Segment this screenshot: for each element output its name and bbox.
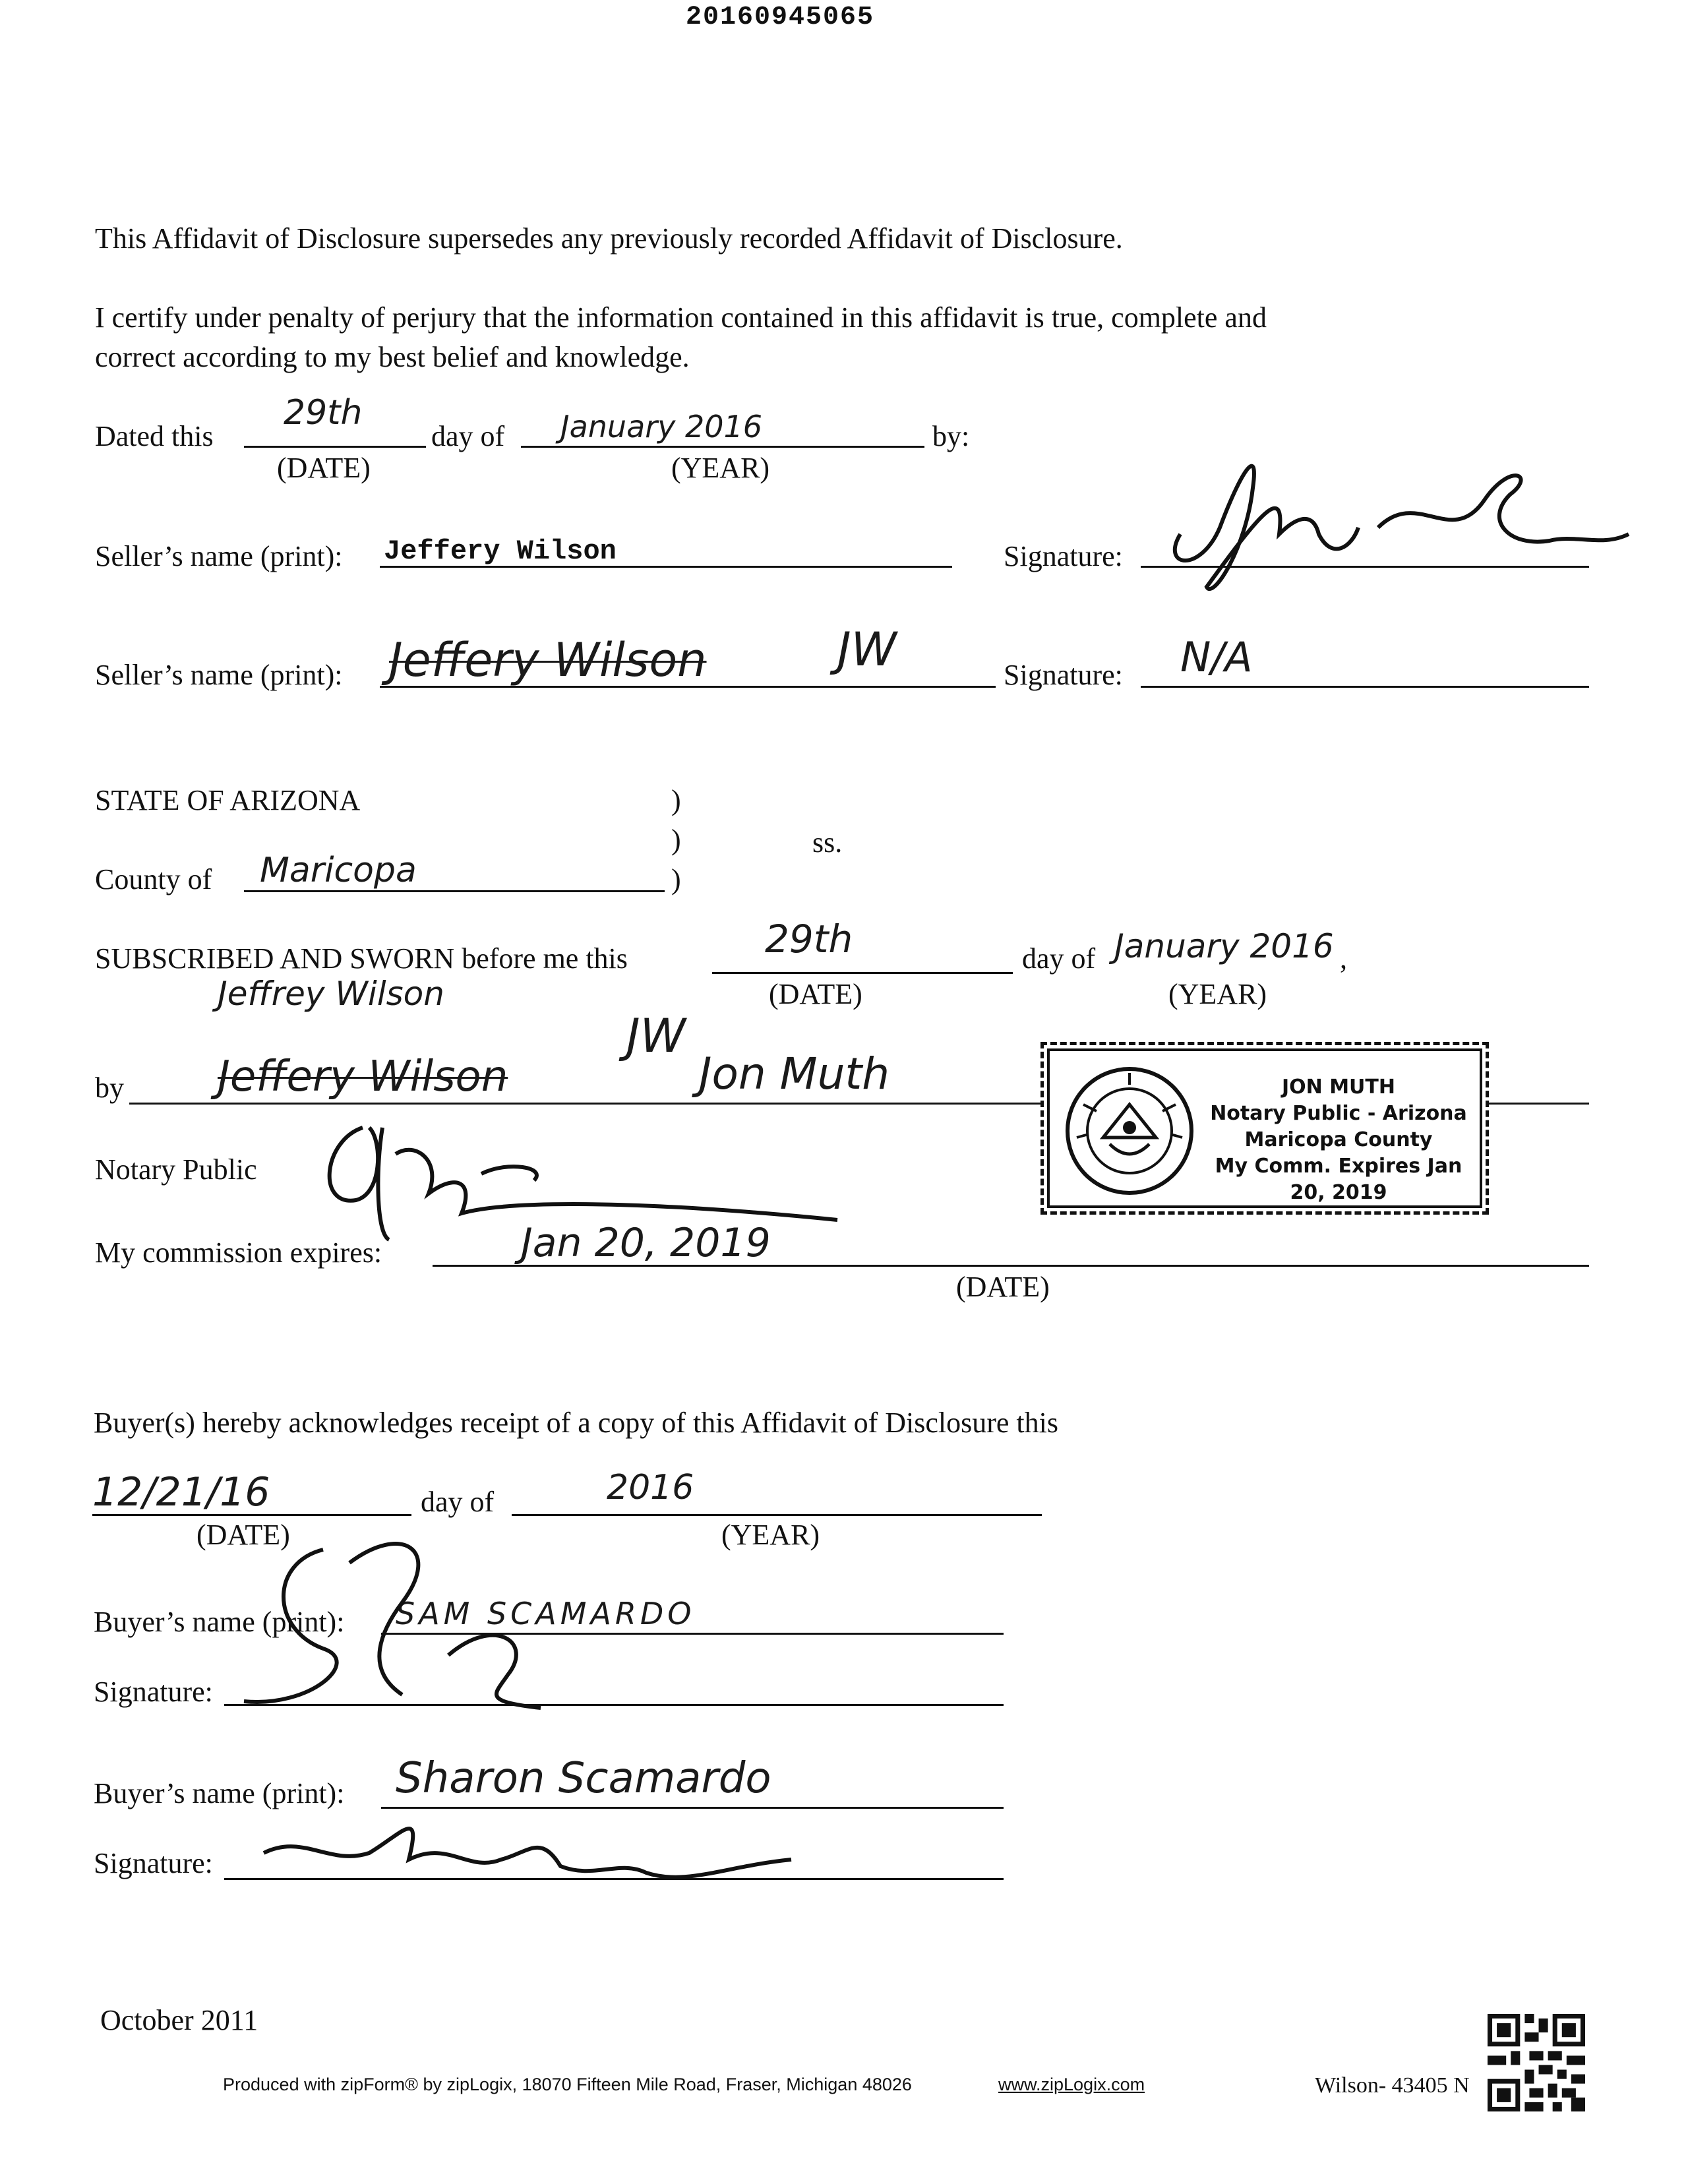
buyer2-signature <box>251 1794 818 1902</box>
sworn-above-name: Jeffrey Wilson <box>218 975 444 1013</box>
stamp-expires: My Comm. Expires Jan 20, 2019 <box>1215 1155 1462 1204</box>
buyer-date-caption: (DATE) <box>196 1519 290 1551</box>
dated-day-of: day of <box>431 420 505 452</box>
sworn-year-caption: (YEAR) <box>1168 978 1267 1010</box>
buyer-day-of: day of <box>421 1486 495 1518</box>
commission-line <box>433 1265 1589 1267</box>
dated-day-value: 29th <box>284 393 363 433</box>
seller1-signature-label: Signature: <box>1004 540 1123 572</box>
sworn-by-notary: Jon Muth <box>699 1048 890 1099</box>
dated-by: by: <box>932 420 970 452</box>
buyer1-name: SAM SCAMARDO <box>396 1596 696 1631</box>
county-label: County of <box>95 863 212 895</box>
sworn-day-caption: (DATE) <box>769 978 862 1010</box>
sworn-by-struck: Jeffery Wilson <box>218 1052 508 1101</box>
seller2-initials: JW <box>837 622 897 677</box>
state-label: STATE OF ARIZONA <box>95 784 361 816</box>
seller2-signature-line <box>1141 686 1589 688</box>
sworn-initials: JW <box>626 1009 686 1063</box>
stamp-name: JON MUTH <box>1281 1076 1395 1099</box>
seller2-signature-label: Signature: <box>1004 659 1123 691</box>
seller2-name-line <box>380 686 996 688</box>
dated-year-value: January 2016 <box>560 409 763 444</box>
seller1-label: Seller’s name (print): <box>95 540 343 572</box>
stamp-county: Maricopa County <box>1244 1128 1433 1151</box>
buyer-year-value: 2016 <box>607 1468 694 1507</box>
sworn-day-line <box>712 972 1013 974</box>
buyer-date-value: 12/21/16 <box>92 1469 270 1515</box>
qr-code-icon <box>1488 2014 1585 2111</box>
dated-day-line <box>244 446 426 448</box>
certify-line-1: I certify under penalty of perjury that the information contained in this affidavit is true, complete and <box>95 301 1267 334</box>
sworn-day-value: 29th <box>765 917 853 961</box>
seller1-signature <box>1141 435 1642 610</box>
dated-year-line <box>521 446 924 448</box>
file-reference: Wilson- 43405 N <box>1315 2073 1470 2098</box>
venue-paren-1: ) <box>671 784 681 816</box>
buyer1-signature-label: Signature: <box>94 1676 213 1708</box>
dated-year-caption: (YEAR) <box>671 452 770 484</box>
buyer1-signature <box>231 1523 600 1724</box>
sworn-comma: , <box>1340 942 1347 975</box>
form-date: October 2011 <box>100 2004 258 2036</box>
seller2-signature-value: N/A <box>1180 633 1253 681</box>
sworn-day-of: day of <box>1022 942 1096 975</box>
stamp-title: Notary Public - Arizona <box>1210 1102 1467 1125</box>
venue-paren-3: ) <box>671 863 681 895</box>
buyer-ack: Buyer(s) hereby acknowledges receipt of a copy of this Affidavit of Disclosure this <box>94 1407 1058 1439</box>
buyer1-label: Buyer’s name (print): <box>94 1606 345 1638</box>
venue-paren-2: ) <box>671 824 681 856</box>
county-line <box>244 890 665 892</box>
buyer-date-line <box>92 1514 411 1516</box>
seller2-label: Seller’s name (print): <box>95 659 343 691</box>
ziplogix-link[interactable]: www.zipLogix.com <box>998 2075 1145 2094</box>
buyer-year-caption: (YEAR) <box>721 1519 820 1551</box>
commission-value: Jan 20, 2019 <box>521 1220 771 1266</box>
buyer2-label: Buyer’s name (print): <box>94 1777 345 1809</box>
commission-caption: (DATE) <box>956 1271 1050 1303</box>
notary-stamp <box>1040 1042 1489 1215</box>
seller1-name: Jeffery Wilson <box>384 535 617 567</box>
county-value: Maricopa <box>260 851 417 890</box>
dated-prefix: Dated this <box>95 420 214 452</box>
sworn-by-label: by <box>95 1072 124 1104</box>
venue-ss: ss. <box>812 826 843 859</box>
produced-by: Produced with zipForm® by zipLogix, 18070 Fifteen Mile Road, Fraser, Michigan 48026 <box>223 2075 912 2094</box>
sworn-year-value: January 2016 <box>1114 927 1334 965</box>
certify-line-2: correct according to my best belief and knowledge. <box>95 341 690 373</box>
buyer2-name: Sharon Scamardo <box>396 1754 771 1803</box>
notary-public-label: Notary Public <box>95 1153 257 1186</box>
dated-day-caption: (DATE) <box>277 452 371 484</box>
sworn-prefix: SUBSCRIBED AND SWORN before me this <box>95 942 628 975</box>
seller2-name-struck: Jeffery Wilson <box>389 633 707 687</box>
commission-label: My commission expires: <box>95 1236 382 1269</box>
supersedes-statement: This Affidavit of Disclosure supersedes any previously recorded Affidavit of Disclosure. <box>95 222 1123 255</box>
state-seal-icon <box>1064 1065 1195 1197</box>
buyer-year-line <box>512 1514 1042 1516</box>
document-number: 20160945065 <box>686 3 875 32</box>
buyer2-signature-label: Signature: <box>94 1847 213 1879</box>
seller1-name-line <box>380 566 952 568</box>
